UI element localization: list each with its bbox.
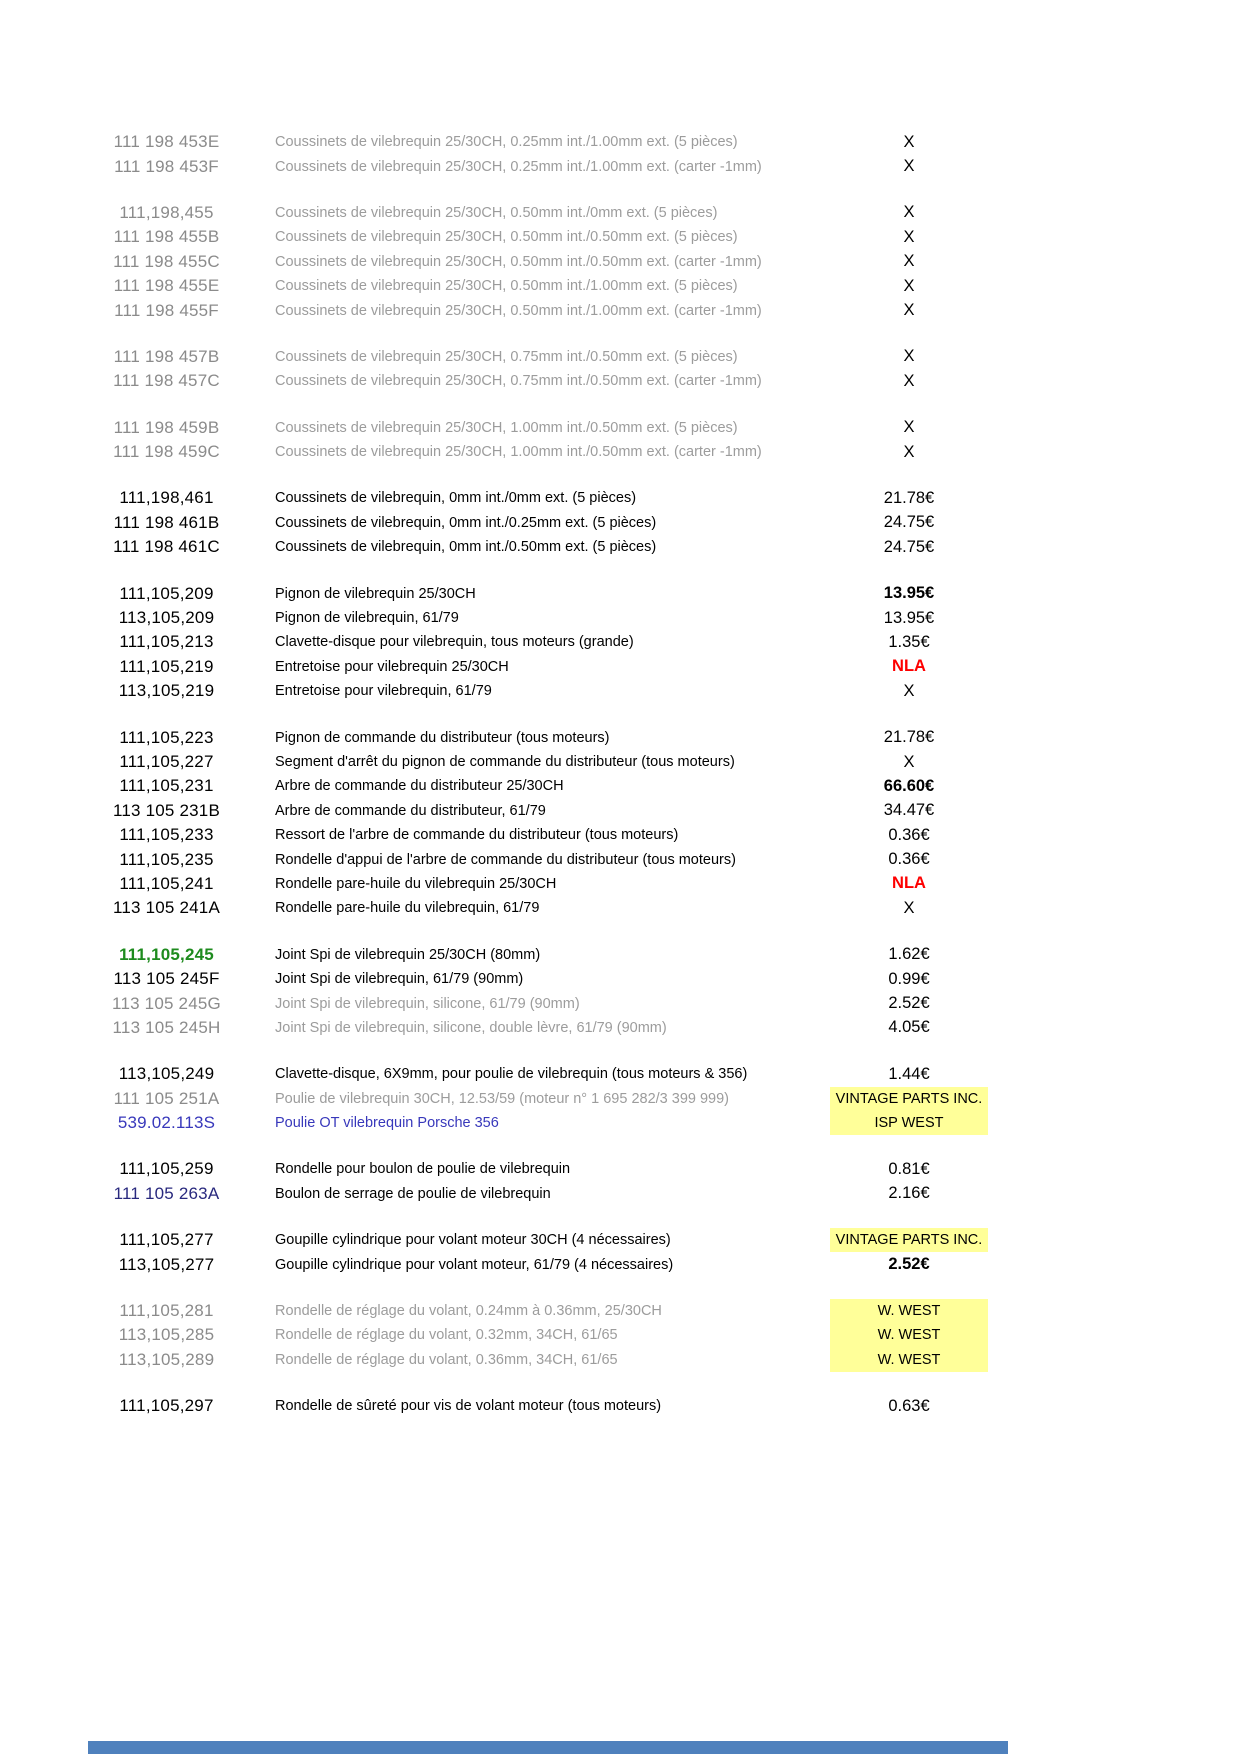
table-row [0, 1157, 1241, 1181]
description-cell: Coussinets de vilebrequin 25/30CH, 0.25mm int./1.00mm ext. (5 pièces) [275, 134, 738, 151]
table-row [0, 872, 1241, 896]
part-number-cell: 113,105,277 [118, 1254, 215, 1274]
part-number-cell: 111,105,219 [119, 656, 214, 676]
description-cell: Coussinets de vilebrequin 25/30CH, 0.50mm int./0.50mm ext. (carter -1mm) [275, 253, 762, 270]
table-row [0, 774, 1241, 798]
table-row [0, 1182, 1241, 1206]
part-number-cell: 111 198 453E [113, 132, 220, 152]
price-cell: 13.95€ [883, 608, 935, 627]
table-row [0, 1299, 1241, 1323]
table-row [0, 535, 1241, 559]
part-number-cell: 113,105,209 [118, 608, 215, 628]
part-number-cell: 111 198 461B [113, 512, 220, 532]
table-row [0, 369, 1241, 393]
part-number-cell: 111 198 459B [113, 417, 220, 437]
price-cell: 0.36€ [888, 825, 930, 844]
description-cell: Ressort de l'arbre de commande du distributeur (tous moteurs) [275, 827, 679, 844]
table-row [0, 486, 1241, 510]
description-cell: Coussinets de vilebrequin 25/30CH, 0.75mm int./0.50mm ext. (5 pièces) [275, 348, 738, 365]
table-row [0, 799, 1241, 823]
price-cell: W. WEST [830, 1348, 988, 1372]
description-cell: Coussinets de vilebrequin 25/30CH, 0.75mm int./0.50mm ext. (carter -1mm) [275, 373, 762, 390]
table-row [0, 225, 1241, 249]
price-cell: 24.75€ [883, 513, 935, 532]
table-row [0, 823, 1241, 847]
price-cell: 34.47€ [883, 801, 935, 820]
part-number-cell: 113 105 245G [112, 993, 221, 1013]
table-row [0, 655, 1241, 679]
part-number-cell: 111,105,235 [119, 849, 214, 869]
description-cell: Coussinets de vilebrequin 25/30CH, 0.50mm int./1.00mm ext. (5 pièces) [275, 278, 738, 295]
part-number-cell: 111,105,209 [119, 583, 214, 603]
part-number-cell: 111,105,227 [119, 752, 214, 771]
description-cell: Goupille cylindrique pour volant moteur, 61/79 (4 nécessaires) [275, 1256, 674, 1273]
description-cell: Rondelle de réglage du volant, 0.32mm, 34CH, 61/65 [275, 1327, 618, 1344]
table-row [0, 847, 1241, 871]
description-cell: Pignon de commande du distributeur (tous moteurs) [275, 729, 610, 746]
price-cell: X [903, 681, 915, 700]
part-number-cell: 111 198 461C [113, 537, 220, 557]
price-cell: X [903, 347, 915, 366]
table-row [0, 679, 1241, 703]
table-row [0, 154, 1241, 178]
part-number-cell: 113,105,289 [118, 1349, 215, 1369]
price-cell: 1.44€ [888, 1064, 930, 1083]
table-row [0, 606, 1241, 630]
part-number-cell: 113,105,249 [118, 1064, 215, 1084]
part-number-cell: 111 198 457B [113, 346, 220, 366]
price-cell: 0.63€ [888, 1396, 930, 1415]
price-cell: X [903, 276, 915, 295]
price-cell: W. WEST [830, 1299, 988, 1323]
price-cell: 2.52€ [888, 1255, 930, 1274]
table-row [0, 274, 1241, 298]
part-number-cell: 111 198 453F [114, 156, 219, 176]
part-number-cell: 111 198 455F [114, 300, 219, 320]
footer-bar [88, 1741, 1008, 1754]
table-row [0, 943, 1241, 967]
description-cell: Pignon de vilebrequin, 61/79 [275, 610, 459, 627]
price-cell: 2.52€ [888, 994, 930, 1013]
part-number-cell: 111,105,277 [119, 1230, 214, 1250]
part-number-cell: 111,105,241 [119, 873, 214, 893]
description-cell: Joint Spi de vilebrequin, silicone, 61/79 (90mm) [275, 995, 580, 1012]
price-cell: X [903, 227, 915, 246]
table-row [0, 250, 1241, 274]
description-cell: Clavette-disque, 6X9mm, pour poulie de vilebrequin (tous moteurs & 356) [275, 1066, 748, 1083]
description-cell: Coussinets de vilebrequin 25/30CH, 0.50mm int./0.50mm ext. (5 pièces) [275, 229, 738, 246]
table-row [0, 130, 1241, 154]
part-number-cell: 111 198 459C [113, 442, 220, 462]
price-cell: 4.05€ [888, 1018, 930, 1037]
description-cell: Boulon de serrage de poulie de vilebrequin [275, 1185, 551, 1202]
part-number-cell: 111,105,259 [119, 1159, 214, 1179]
part-number-cell: 111,105,245 [119, 944, 214, 964]
table-row [0, 1228, 1241, 1252]
description-cell: Coussinets de vilebrequin, 0mm int./0.25mm ext. (5 pièces) [275, 514, 657, 531]
table-row [0, 440, 1241, 464]
description-cell: Poulie OT vilebrequin Porsche 356 [275, 1115, 499, 1132]
table-row [0, 345, 1241, 369]
part-number-cell: 111,105,297 [119, 1396, 214, 1416]
part-number-cell: 111 198 455C [113, 251, 220, 271]
description-cell: Entretoise pour vilebrequin, 61/79 [275, 683, 492, 700]
table-row [0, 750, 1241, 774]
table-row [0, 1087, 1241, 1111]
table-row [0, 1111, 1241, 1135]
description-cell: Coussinets de vilebrequin 25/30CH, 1.00mm int./0.50mm ext. (carter -1mm) [275, 444, 762, 461]
part-number-cell: 113 105 245H [112, 1017, 221, 1037]
price-cell: 13.95€ [883, 584, 935, 603]
description-cell: Segment d'arrêt du pignon de commande du distributeur (tous moteurs) [275, 754, 735, 770]
part-number-cell: 111,105,223 [119, 727, 214, 747]
description-cell: Arbre de commande du distributeur, 61/79 [275, 802, 546, 819]
price-cell: X [903, 301, 915, 320]
price-cell: X [903, 132, 915, 151]
price-cell: 2.16€ [888, 1184, 930, 1203]
table-row [0, 1348, 1241, 1372]
description-cell: Goupille cylindrique pour volant moteur 30CH (4 nécessaires) [275, 1232, 671, 1249]
description-cell: Coussinets de vilebrequin 25/30CH, 0.25mm int./1.00mm ext. (carter -1mm) [275, 158, 762, 175]
table-row [0, 201, 1241, 225]
price-cell: 0.81€ [888, 1159, 930, 1178]
price-cell: W. WEST [830, 1323, 988, 1347]
table-row [0, 991, 1241, 1015]
part-number-cell: 111 198 455B [113, 227, 220, 247]
part-number-cell: 113,105,285 [118, 1325, 215, 1345]
price-cell: X [903, 898, 915, 917]
price-cell: 21.78€ [883, 728, 935, 747]
price-cell: 21.78€ [883, 488, 935, 507]
description-cell: Rondelle pare-huile du vilebrequin, 61/79 [275, 900, 540, 917]
parts-table [0, 130, 1241, 1418]
part-number-cell: 111 198 457C [113, 371, 220, 391]
description-cell: Joint Spi de vilebrequin 25/30CH (80mm) [275, 946, 541, 963]
part-number-cell: 113 105 245F [113, 969, 220, 989]
part-number-cell: 111,105,231 [119, 776, 214, 796]
description-cell: Coussinets de vilebrequin, 0mm int./0mm ext. (5 pièces) [275, 490, 637, 507]
price-cell: 1.62€ [888, 945, 930, 964]
price-cell: VINTAGE PARTS INC. [830, 1087, 988, 1111]
description-cell: Rondelle de réglage du volant, 0.36mm, 34CH, 61/65 [275, 1351, 618, 1368]
table-row [0, 1394, 1241, 1418]
table-row [0, 1062, 1241, 1086]
description-cell: Pignon de vilebrequin 25/30CH [275, 585, 476, 602]
table-row [0, 581, 1241, 605]
price-cell: ISP WEST [830, 1111, 988, 1135]
description-cell: Coussinets de vilebrequin 25/30CH, 1.00mm int./0.50mm ext. (5 pièces) [275, 419, 738, 436]
part-number-cell: 113,105,219 [118, 681, 215, 701]
part-number-cell: 111 105 263A [113, 1183, 220, 1203]
price-cell: X [903, 371, 915, 390]
price-cell: NLA [892, 657, 926, 676]
description-cell: Rondelle pare-huile du vilebrequin 25/30CH [275, 875, 557, 892]
part-number-cell: 111 198 455E [113, 276, 220, 296]
description-cell: Rondelle de sûreté pour vis de volant moteur (tous moteurs) [275, 1398, 662, 1415]
table-row [0, 1323, 1241, 1347]
price-cell: X [903, 157, 915, 176]
table-row [0, 725, 1241, 749]
description-cell: Arbre de commande du distributeur 25/30CH [275, 778, 564, 795]
table-row [0, 1252, 1241, 1276]
price-cell: 0.36€ [888, 850, 930, 869]
description-cell: Poulie de vilebrequin 30CH, 12.53/59 (moteur n° 1 695 282/3 399 999) [275, 1090, 729, 1107]
description-cell: Rondelle pour boulon de poulie de vilebrequin [275, 1161, 571, 1178]
price-cell: X [903, 418, 915, 437]
part-number-cell: 111,105,233 [119, 825, 214, 845]
part-number-cell: 111,105,281 [119, 1301, 214, 1321]
table-row [0, 630, 1241, 654]
price-cell: 0.99€ [888, 969, 930, 988]
description-cell: Coussinets de vilebrequin, 0mm int./0.50mm ext. (5 pièces) [275, 539, 657, 556]
price-cell: X [903, 752, 915, 771]
price-cell: 66.60€ [883, 776, 935, 795]
price-cell: X [903, 252, 915, 271]
description-cell: Joint Spi de vilebrequin, silicone, double lèvre, 61/79 (90mm) [275, 1019, 667, 1036]
description-cell: Coussinets de vilebrequin 25/30CH, 0.50mm int./0mm ext. (5 pièces) [275, 204, 718, 221]
part-number-cell: 111,198,455 [119, 202, 214, 222]
part-number-cell: 111,198,461 [119, 488, 214, 508]
part-number-cell: 111,105,213 [119, 632, 214, 652]
price-cell: X [903, 442, 915, 461]
description-cell: Rondelle d'appui de l'arbre de commande du distributeur (tous moteurs) [275, 851, 736, 868]
description-cell: Rondelle de réglage du volant, 0.24mm à 0.36mm, 25/30CH [275, 1303, 662, 1320]
price-cell: X [903, 203, 915, 222]
part-number-cell: 113 105 241A [112, 898, 220, 918]
part-number-cell: 113 105 231B [112, 800, 220, 820]
table-row [0, 896, 1241, 920]
table-row [0, 1016, 1241, 1040]
description-cell: Joint Spi de vilebrequin, 61/79 (90mm) [275, 971, 524, 988]
price-cell: NLA [892, 874, 926, 893]
description-cell: Clavette-disque pour vilebrequin, tous moteurs (grande) [275, 634, 634, 651]
table-row [0, 967, 1241, 991]
table-row [0, 416, 1241, 440]
table-row [0, 511, 1241, 535]
table-row [0, 298, 1241, 322]
price-cell: 24.75€ [883, 537, 935, 556]
part-number-cell: 539.02.113S [117, 1113, 216, 1133]
description-cell: Coussinets de vilebrequin 25/30CH, 0.50mm int./1.00mm ext. (carter -1mm) [275, 302, 762, 319]
price-cell: VINTAGE PARTS INC. [830, 1228, 988, 1252]
description-cell: Entretoise pour vilebrequin 25/30CH [275, 658, 509, 675]
part-number-cell: 111 105 251A [113, 1088, 220, 1108]
price-cell: 1.35€ [888, 632, 930, 651]
